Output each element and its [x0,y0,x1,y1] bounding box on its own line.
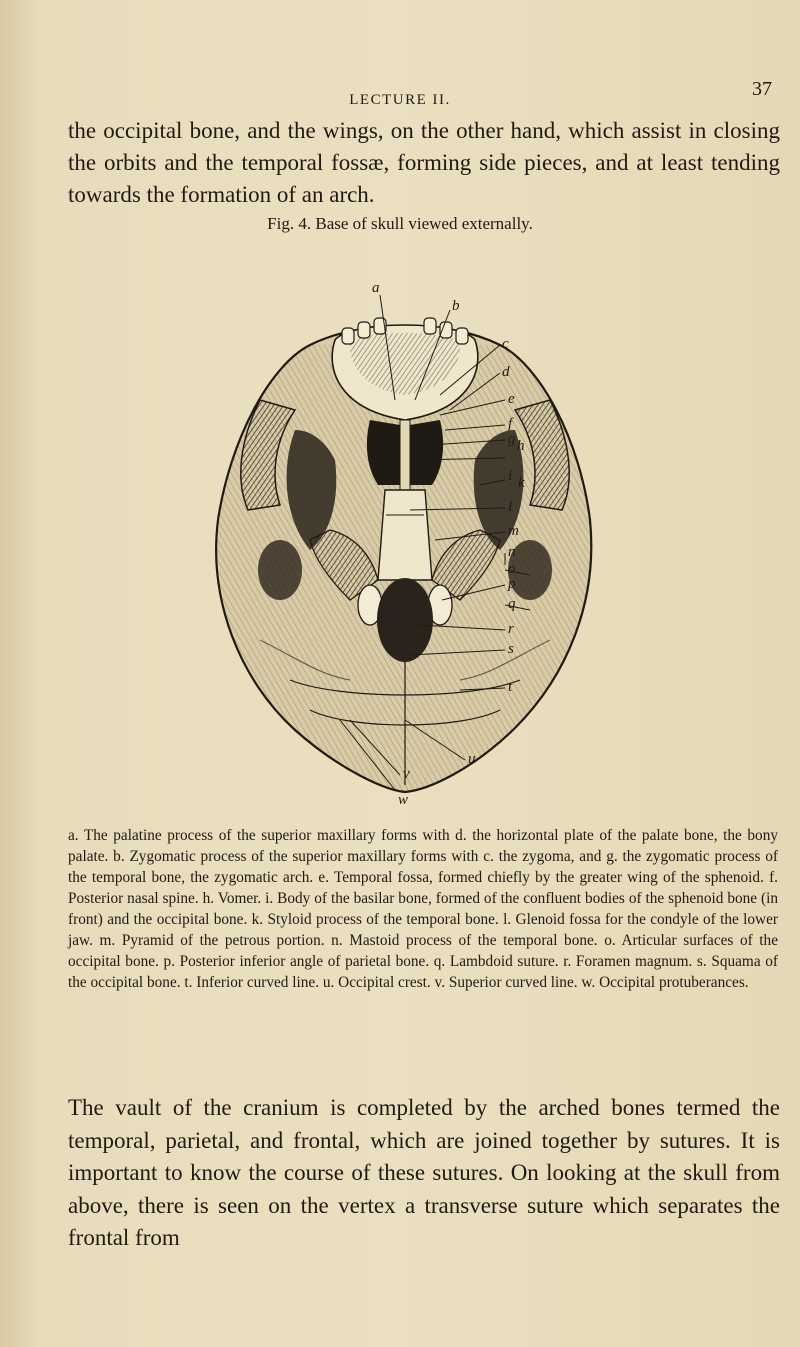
label-k: k [518,475,525,491]
paragraph-top: the occipital bone, and the wings, on the other hand, which assist in closing the orbits and the temporal fossæ, forming side pieces, and at least tending towards the formation of an arch. [68,118,780,207]
label-i: i [508,468,513,484]
skull-base-figure [200,280,610,820]
label-e: e [508,391,515,407]
label-h: h [517,438,525,454]
figure-caption: Fig. 4. Base of skull viewed externally. [267,214,533,233]
figure-legend: a. The palatine process of the superior maxillary forms with d. the horizontal plate of the palate bone, the bony palate. b. Zygomatic process of the superior maxillary forms with c. the zygoma, and g. the zygomatic process of the temporal bone, the zygomatic arch. e. Temporal fossa, formed chiefly by the greater wing of the sphenoid. f. Posterior nasal spine. h. Vomer. i. Body of the basilar bone, formed of the confluent bodies of the sphenoid bone (in front) and the occipital bone. k. Styloid process of the temporal bone. l. Glenoid fossa for the condyle of the lower jaw. m. Pyramid of the petrous portion. n. Mastoid process of the temporal bone. o. Articular surfaces of the occipital bone. p. Posterior inferior angle of parietal bone. q. Lambdoid suture. r. Foramen magnum. s. Squama of the occipital bone. t. Inferior curved line. u. Occipital crest. v. Superior curved line. w. Occipital protuberances. [68,827,778,991]
label-v: v [403,766,410,782]
label-s: s [508,641,514,657]
label-u: u [468,751,476,767]
running-head: LECTURE II. [349,92,451,108]
label-r: r [508,621,514,637]
label-g: g [508,431,516,447]
label-l: l [508,499,513,515]
foramen-magnum [377,578,433,662]
label-c: c [502,336,509,352]
label-n: n [508,544,516,560]
label-p: p [508,576,516,592]
label-a: a [372,280,380,296]
label-w: w [398,792,409,808]
basilar-bone [378,490,432,580]
label-d: d [502,364,510,380]
paragraph-bottom: The vault of the cranium is completed by the arched bones termed the temporal, parietal, and frontal, which are joined together by sutures. It is important to know the course of these sutures. On looking at the skull from above, there is seen on the vertex a transverse suture which separates the frontal from [68,1095,780,1250]
skull-engraving [200,280,610,820]
nasal-aperture [367,420,443,490]
label-f: f [508,416,513,432]
label-o: o [508,561,516,577]
label-q: q [508,596,516,612]
page-number: 37 [752,78,772,100]
label-b: b [452,298,460,314]
label-m: m [508,523,519,539]
label-t: t [508,679,513,695]
